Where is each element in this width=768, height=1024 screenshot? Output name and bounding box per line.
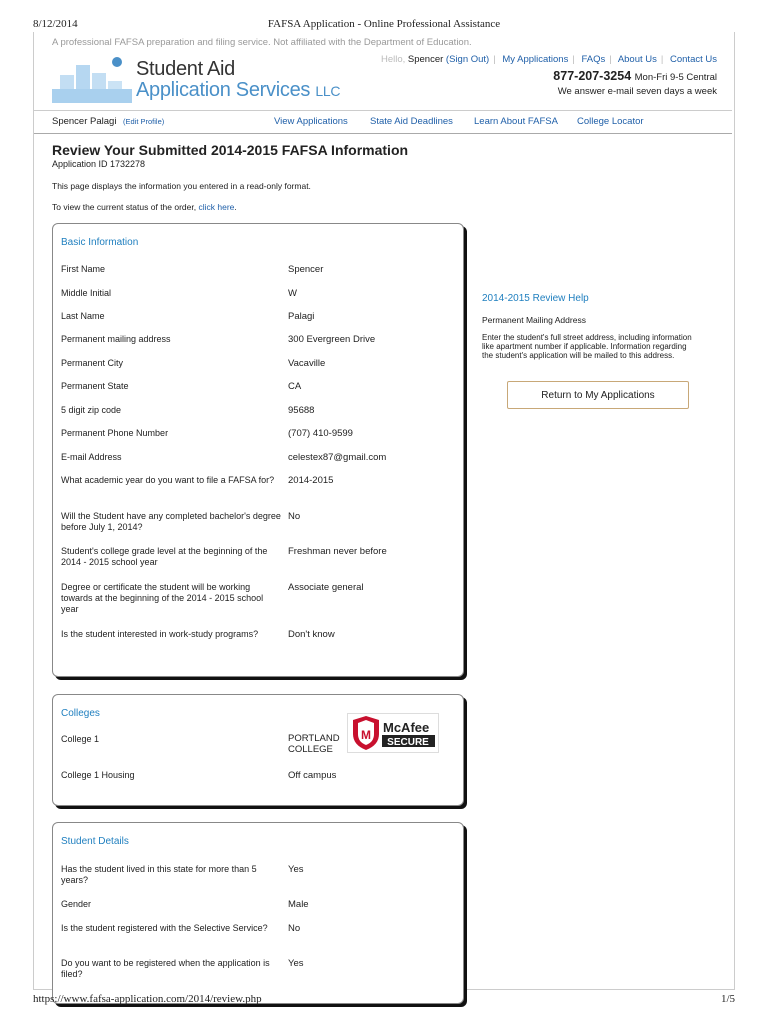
mcafee-shield-icon [348,714,438,752]
field-label: Gender [61,899,92,909]
field-label: Permanent City [61,358,124,368]
field-value: Off campus [288,770,337,781]
colleges-card [52,694,464,806]
application-id: Application ID 1732278 [52,159,146,169]
svg-text:M: M [361,728,371,742]
field-value: Vacaville [288,358,326,369]
state-aid-link[interactable]: State Aid Deadlines [370,116,453,127]
intro-text: This page displays the information you entered in a read-only format. [52,181,311,191]
field-value: No [288,511,301,522]
brand-name: Student Aid [136,58,236,80]
field-label: Permanent State [61,381,129,391]
student-details-title: Student Details [61,836,129,847]
field-value: Freshman never before [288,546,387,557]
field-value: 2014-2015 [288,475,334,486]
help-title: 2014-2015 Review Help [482,293,589,304]
field-value: (707) 410-9599 [288,428,353,439]
hello-text: Hello, [380,54,406,65]
basic-info-card [52,223,464,677]
field-label: Is the student interested in work-study programs? [61,629,259,639]
field-value: W [288,288,297,299]
field-value: Don't know [288,629,335,640]
svg-text:McAfee: McAfee [383,720,430,735]
learn-fafsa-link[interactable]: Learn About FAFSA [474,116,558,127]
field-label: 5 digit zip code [61,405,122,415]
field-label: Student's college grade level at the beginning of the 2014 - 2015 school year [61,546,268,567]
page-number: 1/5 [720,993,735,1005]
field-value: No [288,923,301,934]
field-label: What academic year do you want to file a FAFSA for? [61,475,275,485]
field-value: 300 Evergreen Drive [288,334,376,345]
help-subtitle: Permanent Mailing Address [482,315,586,325]
my-applications-link[interactable]: My Applications [502,54,569,65]
field-value: CA [288,381,302,392]
about-link[interactable]: About Us [617,54,657,65]
reply-note: We answer e-mail seven days a week [557,86,717,97]
field-value: Male [288,899,309,910]
sign-out-link[interactable]: (Sign Out) [445,54,490,65]
view-applications-link[interactable]: View Applications [274,116,348,127]
field-label: Permanent mailing address [61,334,171,344]
print-title: FAFSA Application - Online Professional Assistance [267,18,501,30]
field-label: Is the student registered with the Selective Service? [61,923,268,933]
mcafee-secure-badge [347,713,439,753]
field-value: Associate general [288,582,364,593]
page-title: Review Your Submitted 2014-2015 FAFSA Information [52,142,409,158]
user-name: Spencer [407,54,444,65]
status-text: To view the current status of the order, click here. [52,202,237,212]
field-label: First Name [61,264,106,274]
help-body: Enter the student's full street address, including information like apartment number if applicable. Information regarding the student's application will be mailed to this address. [482,333,692,360]
field-label: Has the student lived in this state for more than 5 years? [61,864,257,885]
print-url: https://www.fafsa-application.com/2014/review.php [33,993,262,1005]
field-label: E-mail Address [61,452,122,462]
field-label: Will the Student have any completed bachelor's degree before July 1, 2014? [61,511,281,532]
logo-icon [52,55,132,103]
faqs-link[interactable]: FAQs [581,54,606,65]
edit-profile-link[interactable]: (Edit Profile) [123,117,165,126]
field-value: Palagi [288,311,315,322]
brand-subtitle: Application Services LLC [136,79,341,101]
field-label: Degree or certificate the student will be working towards at the beginning of the 2014 - 2015 school year [61,582,264,614]
student-details-card [52,822,464,1004]
svg-text:SECURE: SECURE [387,737,429,748]
top-nav: Hello, Spencer (Sign Out) | My Applications | FAQs | About Us | Contact Us [380,54,717,65]
contact-link[interactable]: Contact Us [670,54,717,65]
navbar-user: Spencer Palagi [52,116,117,127]
field-value: 95688 [288,405,315,416]
disclaimer: A professional FAFSA preparation and filing service. Not affiliated with the Department of Education. [52,37,472,48]
click-here-link[interactable]: click here [198,202,235,212]
college-locator-link[interactable]: College Locator [577,116,644,127]
field-label: College 1 [61,734,100,744]
print-date: 8/12/2014 [33,18,78,30]
field-value: celestex87@gmail.com [288,452,387,463]
return-to-applications-button[interactable]: Return to My Applications [507,381,689,409]
field-value: Yes [288,958,304,969]
field-value: PORTLAND COLLEGE [288,733,340,755]
field-label: Permanent Phone Number [61,428,169,438]
main-navbar [34,110,732,134]
field-label: Do you want to be registered when the application is filed? [61,958,270,979]
basic-info-title: Basic Information [61,237,139,248]
colleges-title: Colleges [61,708,100,719]
field-label: Last Name [61,311,105,321]
field-value: Spencer [288,264,324,275]
field-label: Middle Initial [61,288,112,298]
phone-number: 877-207-3254 Mon-Fri 9-5 Central [553,69,717,83]
field-label: College 1 Housing [61,770,135,780]
field-value: Yes [288,864,304,875]
